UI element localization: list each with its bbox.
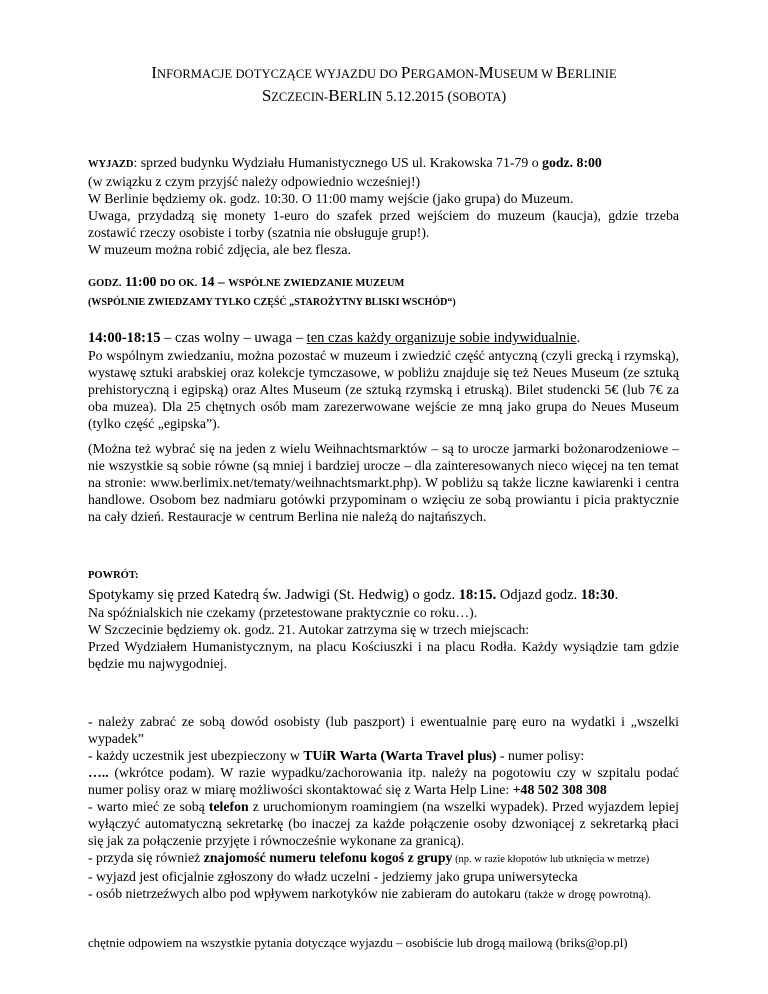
note-text: - przyda się również: [88, 850, 204, 865]
note-small-text: (np. w razie kłopotów lub utknięcia w metrze): [452, 854, 650, 865]
arrival-info: W Berlinie będziemy ok. godz. 10:30. O 11:00 mamy wejście (jako grupa) do Muzeum.: [88, 191, 574, 206]
insurer-name: TUiR Warta (Warta Travel plus): [303, 748, 497, 763]
free-time-text: .: [576, 330, 581, 346]
footer-contact: chętnie odpowiem na wszystkie pytania dotyczące wyjazdu – osobiście lub drogą mailową (briks@op.pl): [88, 936, 628, 950]
title-text: NFORMACJE DOTYCZĄCE WYJAZDU DO: [157, 67, 401, 81]
departure-back-time: 18:30: [580, 587, 615, 603]
note-small-text: (także w drogę powrotną).: [524, 887, 652, 901]
title-text: B: [555, 63, 568, 82]
departure-label: WYJAZD: [88, 159, 134, 170]
markets-paragraph: (Można też wybrać się na jeden z wielu Weihnachtsmarktów – są to urocze jarmarki bożonarodzeniowe – nie wszystkie są sobie równe (są mniej i bardziej urocze – dla zainteresowanych nieco więcej na ten temat na stronie: www.berlimix.net/tematy/weihnachtsmarkt.php). W pobliżu są także liczne kawiarenki i centra handlowe. Osobom bez nadmiaru gotówki przypominam o wzięciu ze sobą prowiantu i picia praktycznie na cały dzień. Restauracje w centrum Berlina nie należą do najtańszych.: [88, 441, 679, 524]
departure-note: (w związku z czym przyjść należy odpowiednio wcześniej!): [88, 174, 421, 189]
return-note: Na spóźnialskich nie czekamy (przetestowane praktycznie co roku…).: [88, 605, 478, 620]
free-time-hours: 14:00-18:15: [88, 330, 161, 346]
tour-heading-part: WSPÓLNE ZWIEDZANIE MUZEUM: [228, 278, 405, 289]
subtitle-text: SOBOTA: [452, 90, 502, 104]
tour-heading-part: DO OK.: [159, 278, 198, 289]
subtitle-text: B: [328, 86, 340, 105]
note-text: - osób nietrzeźwych albo pod wpływem narkotyków nie zabieram do autokaru: [88, 886, 525, 901]
note-item: - wyjazd jest oficjalnie zgłoszony do władz uczelni - jedziemy jako grupa uniwersytecka: [88, 869, 578, 884]
return-section: [88, 567, 679, 672]
document-title: [0, 63, 768, 83]
return-stops: Przed Wydziałem Humanistycznym, na placu Kościuszki i na placu Rodła. Każdy wysiądzie tam gdzie będzie mu najwygodniej.: [88, 639, 679, 671]
return-text: Odjazd godz.: [496, 587, 581, 603]
policy-number: …..: [88, 765, 109, 780]
return-label: POWRÓT:: [88, 570, 139, 581]
markets-section: [88, 440, 679, 525]
subtitle-text: ZCZECIN-: [271, 90, 329, 104]
departure-text: : sprzed budynku Wydziału Humanistycznego US ul. Krakowska 71-79 o: [133, 155, 543, 170]
notes-section: [88, 713, 679, 903]
document-subtitle: [0, 86, 768, 106]
return-arrival: W Szczecinie będziemy ok. godz. 21. Autokar zatrzyma się w trzech miejscach:: [88, 622, 530, 637]
note-text: - numer polisy:: [496, 748, 585, 763]
return-text: .: [614, 587, 619, 603]
tour-section: [88, 273, 679, 311]
note-text: - każdy uczestnik jest ubezpieczony w: [88, 748, 304, 763]
title-text: ERGAMON-: [410, 67, 479, 81]
title-text: M: [478, 63, 494, 82]
departure-time: godz. 8:00: [542, 155, 602, 170]
title-text: P: [400, 63, 411, 82]
subtitle-text: ERLIN 5.12.2015 (: [339, 89, 453, 105]
photo-info: W muzeum można robić zdjęcia, ale bez flesza.: [88, 242, 351, 257]
note-text: (wkrótce podam). W razie wypadku/zachorowania itp. należy na pogotowiu czy w szpitalu podać numer polisy oraz w miarę możliwości skontaktować się z Warta Help Line:: [88, 765, 679, 797]
note-text: z uruchomionym roamingiem (na wszelki wypadek). Przed wyjazdem lepiej wyłączyć automatyczną sekretarkę (bo inaczej za każde połączenie osoby dzwoniącej z sekretarką płaci się jak za połączenie przyjęte i równocześnie wykonane za granicą).: [88, 799, 679, 848]
tour-subheading: (WSPÓLNIE ZWIEDZAMY TYLKO CZĘŚĆ „STAROŻYTNY BLISKI WSCHÓD“): [88, 297, 456, 308]
free-time-text: – czas wolny – uwaga –: [160, 330, 307, 346]
departure-section: [88, 154, 679, 258]
group-phone-emphasis: znajomość numeru telefonu kogoś z grupy: [203, 850, 453, 865]
subtitle-text: ): [501, 89, 507, 105]
meeting-time: 18:15.: [458, 587, 497, 603]
tour-heading-part: GODZ.: [88, 278, 122, 289]
phone-emphasis: telefon: [208, 799, 249, 814]
note-text: - warto mieć ze sobą: [88, 799, 209, 814]
title-text: I: [151, 63, 158, 82]
note-item: [88, 764, 679, 798]
free-time-paragraph: Po wspólnym zwiedzaniu, można pozostać w muzeum i zwiedzić część antyczną (czyli grecką i rzymską), wystawę sztuki arabskiej oraz kolekcje tymczasowe, w pobliżu znajduje się też Neues Museum (ze sztuką prehistoryczną i egipską) oraz Altes Museum (ze sztuką rzymską i etruską). Bilet studencki 5€ (lub 7€ za oba muzea). Dla 25 chętnych osób mam zarezerwowane wejście ze mną jako grupa do Neues Museum (tylko część „egipska”).: [88, 348, 679, 431]
help-line-number: +48 502 308 308: [512, 782, 607, 797]
note-item: [88, 849, 679, 868]
note-item: [88, 885, 679, 903]
title-text: ERLINIE: [567, 67, 617, 81]
note-item: [88, 747, 679, 764]
subtitle-text: S: [261, 86, 272, 105]
tour-heading-part: 11:00: [121, 274, 160, 289]
note-item: - należy zabrać ze sobą dowód osobisty (lub paszport) i ewentualnie parę euro na wydatki i „wszelki wypadek”: [88, 714, 679, 746]
free-time-note: ten czas każdy organizuje sobie indywidualnie: [306, 330, 577, 346]
coins-info: Uwaga, przydadzą się monety 1-euro do szafek przed wejściem do muzeum (kaucja), gdzie trzeba zostawić rzeczy osobiste i torby (szatnia nie obsługuje grup!).: [88, 208, 679, 240]
free-time-section: [88, 330, 679, 432]
note-item: [88, 798, 679, 849]
title-text: USEUM W: [493, 67, 556, 81]
return-text: Spotykamy się przed Katedrą św. Jadwigi (St. Hedwig) o godz.: [88, 587, 459, 603]
tour-heading-part: 14 –: [197, 274, 229, 289]
tour-heading: [88, 273, 679, 292]
